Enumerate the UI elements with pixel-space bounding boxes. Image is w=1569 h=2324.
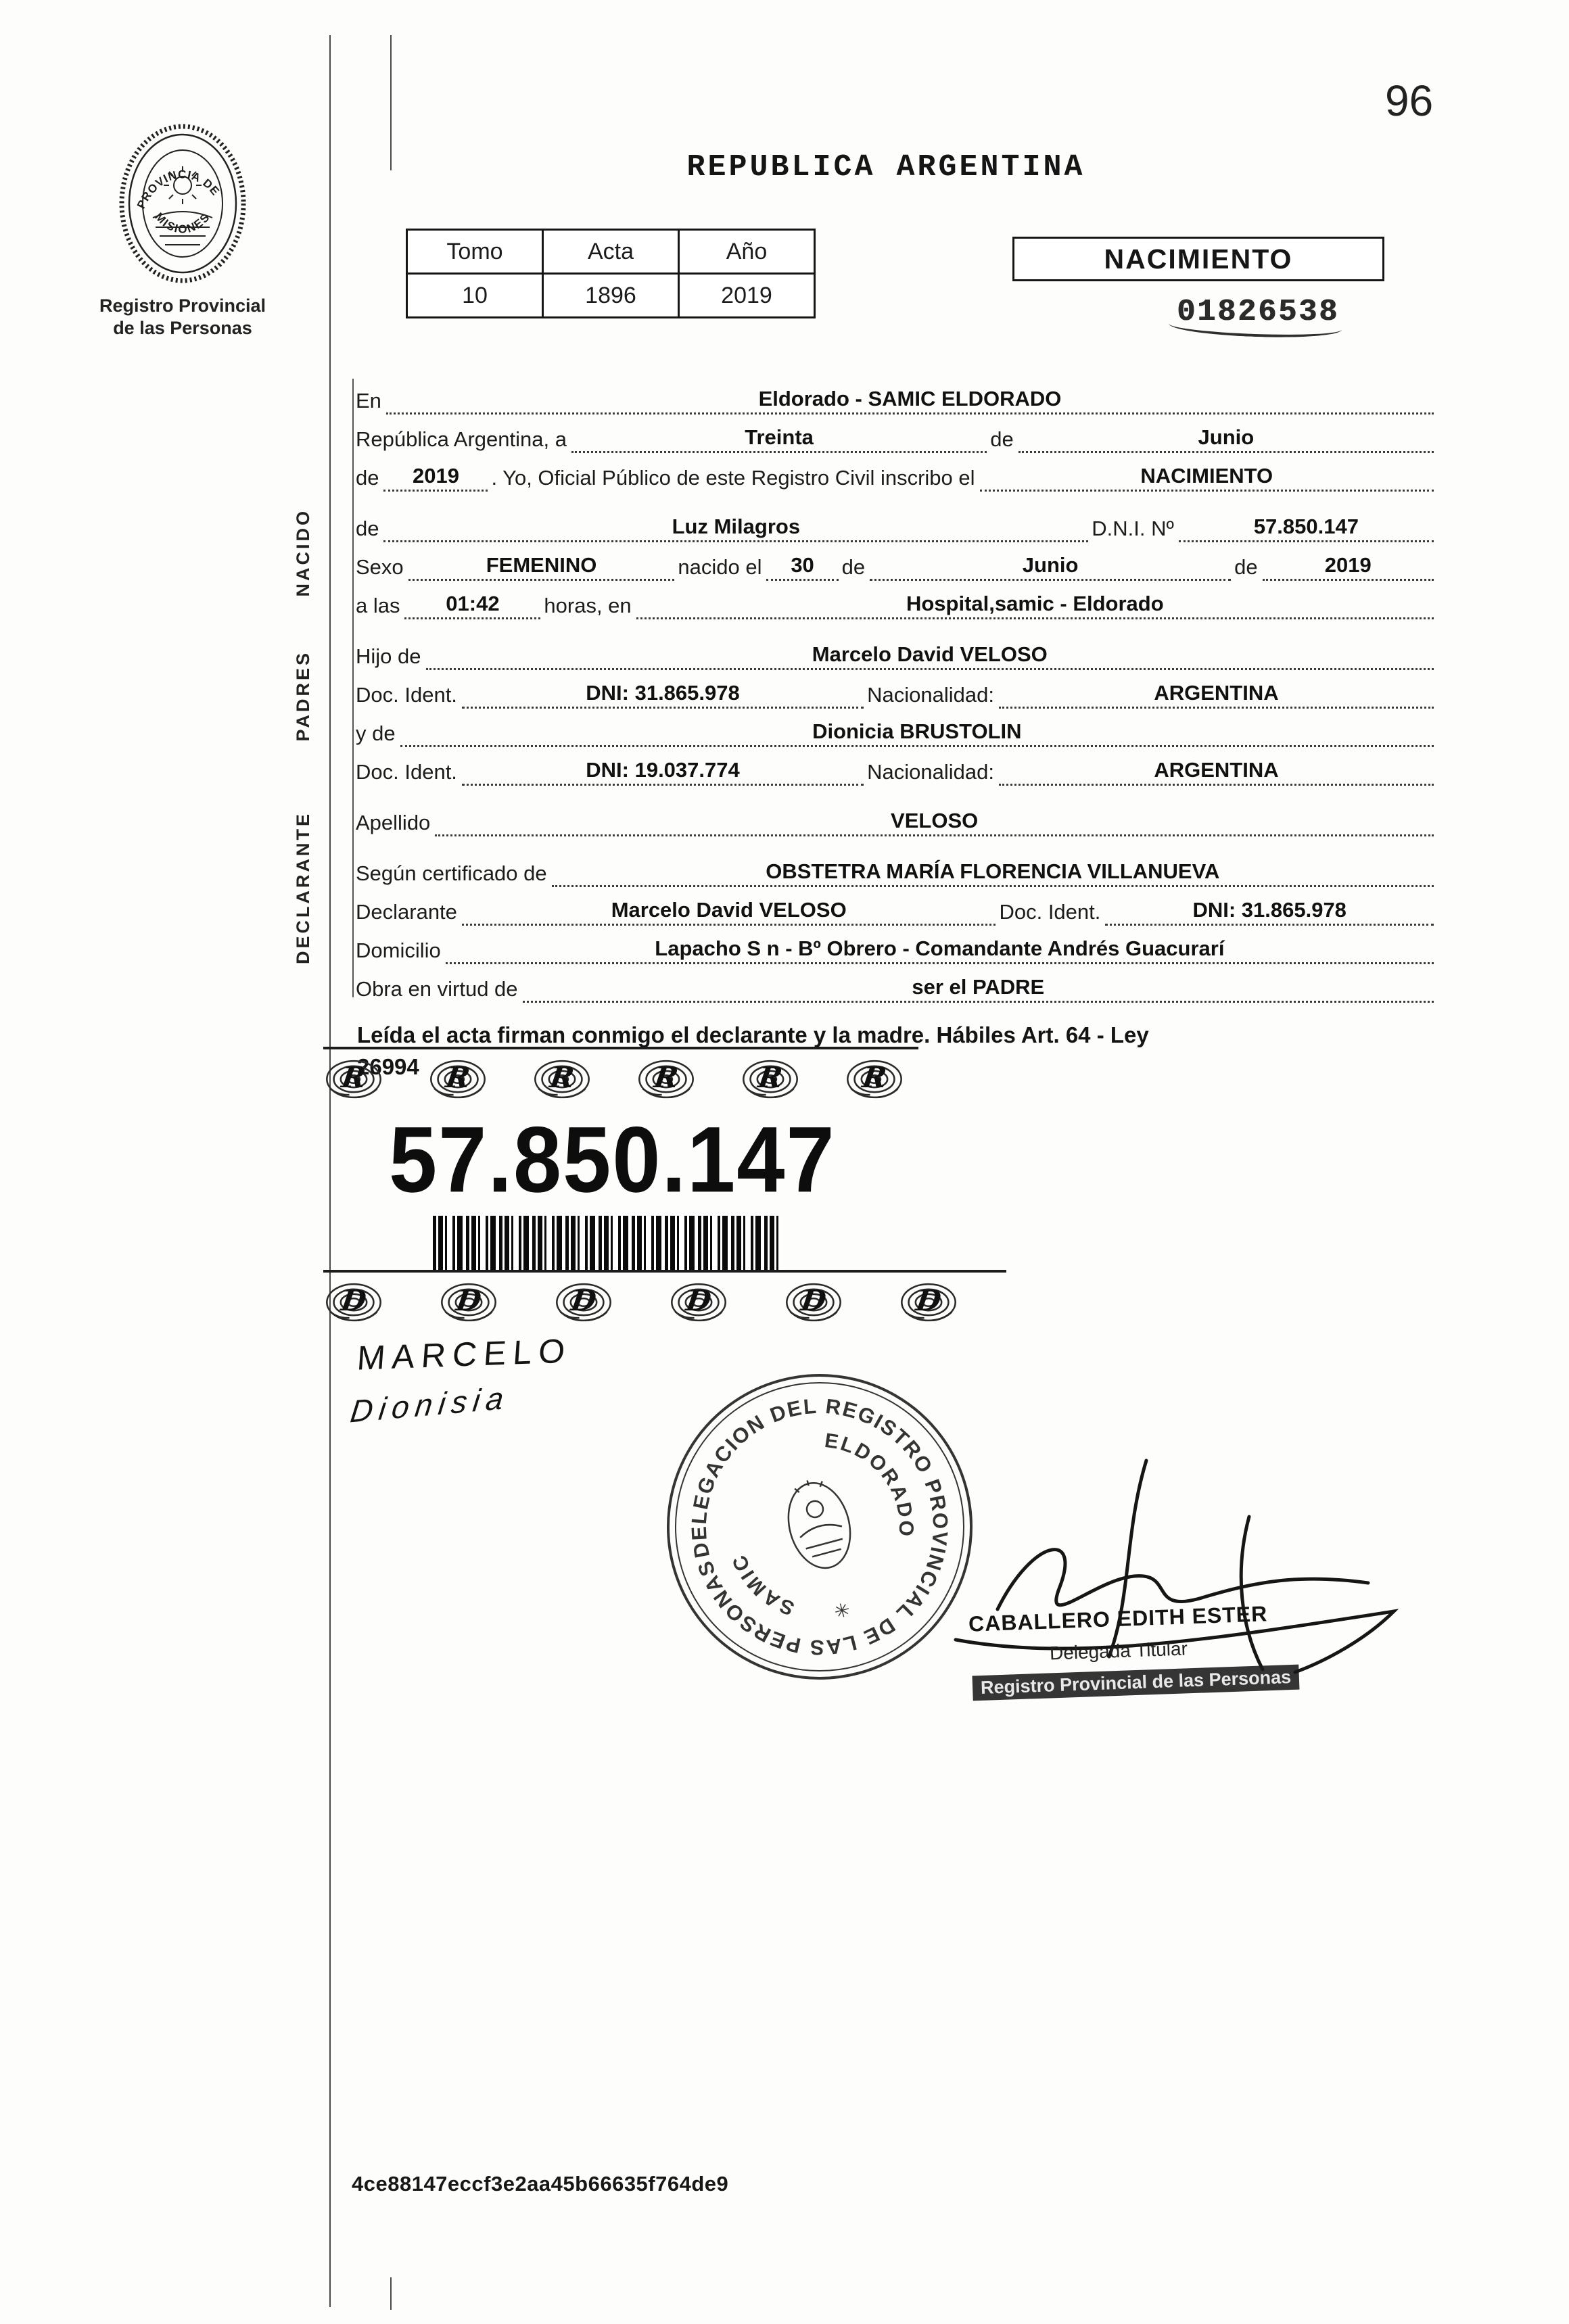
fingerprint-icon	[740, 1058, 801, 1101]
fingerprint-icon	[668, 1281, 729, 1324]
record-table-header: Tomo	[407, 230, 543, 274]
form-value: NACIMIENTO	[980, 464, 1434, 492]
form-line	[354, 542, 1434, 581]
form-value: 2019	[1263, 553, 1434, 581]
side-label-padres: PADRES	[293, 650, 313, 742]
stamp-inner-left-text: SAMIC	[727, 1550, 798, 1620]
form-line	[354, 926, 1434, 964]
form-value: 2019	[383, 464, 488, 492]
record-table-value-row	[407, 274, 815, 318]
act-serial-number: 01826538	[1177, 295, 1340, 329]
fingerprint-icon	[844, 1058, 905, 1101]
form-label: de	[1234, 555, 1258, 579]
form-line	[354, 798, 1434, 836]
fingerprint-icon	[438, 1281, 499, 1324]
stamp-star: ✳	[831, 1598, 853, 1623]
form-line	[354, 414, 1434, 453]
left-margin-rule	[329, 35, 331, 2307]
stamp-ring-text: DELEGACION DEL REGISTRO PROVINCIAL DE LAS PERSONAS	[686, 1394, 953, 1660]
form-value: Junio	[870, 553, 1231, 581]
form-lines	[354, 376, 1434, 1003]
fingerprint-letter: D	[339, 1284, 369, 1318]
svg-text:PROVINCIA DE: PROVINCIA DE	[135, 168, 223, 211]
form-value: Dionicia BRUSTOLIN	[400, 719, 1434, 747]
form-value: Luz Milagros	[383, 515, 1088, 542]
form-label: . Yo, Oficial Público de este Registro Civil inscribo el	[491, 466, 975, 490]
form-value: OBSTETRA MARÍA FLORENCIA VILLANUEVA	[552, 859, 1434, 887]
record-table-cell: 2019	[679, 274, 815, 318]
form-line	[354, 581, 1434, 619]
fingerprint-icon	[427, 1058, 488, 1101]
form-line	[354, 964, 1434, 1003]
form-label: a las	[356, 594, 400, 617]
official-role: Delegada Titular	[1049, 1638, 1188, 1664]
inner-margin-rule-bottom	[390, 2277, 392, 2310]
form-label: Apellido	[356, 811, 431, 834]
side-label-declarante: DECLARANTE	[293, 811, 313, 964]
form-value: DNI: 31.865.978	[1105, 898, 1434, 926]
form-label: de	[356, 466, 379, 490]
form-label: Hijo de	[356, 644, 421, 668]
form-line	[354, 632, 1434, 670]
fingerprint-letter: D	[454, 1284, 484, 1318]
provincial-seal-icon	[114, 119, 252, 288]
form-label: Declarante	[356, 900, 457, 924]
form-line	[354, 887, 1434, 926]
page-number: 96	[1385, 76, 1434, 125]
fingerprint-letter: R	[756, 1061, 784, 1095]
fingerprint-icon	[532, 1058, 592, 1101]
form-label: de	[990, 427, 1014, 451]
fingerprint-strip	[323, 1270, 1006, 1324]
barcode	[433, 1216, 782, 1270]
form-label: de	[356, 517, 379, 540]
form-label: horas, en	[544, 594, 632, 617]
form-label: y de	[356, 721, 396, 745]
form-value: 57.850.147	[1179, 515, 1434, 542]
record-table	[406, 229, 816, 318]
form-label: Nacionalidad:	[867, 683, 994, 707]
form-label: D.N.I. Nº	[1092, 517, 1174, 540]
stamp-inner-right-text: ELDORADO	[823, 1429, 918, 1539]
form-label: Según certificado de	[356, 861, 547, 885]
form-label: Doc. Ident.	[356, 760, 457, 784]
fingerprint-letter: D	[914, 1284, 943, 1318]
official-name: CABALLERO EDITH ESTER	[968, 1601, 1268, 1636]
record-table-cell: 10	[407, 274, 543, 318]
form-label: Doc. Ident.	[356, 683, 457, 707]
form-value: FEMENINO	[408, 553, 675, 581]
form-label: Doc. Ident.	[999, 900, 1101, 924]
form-value: 30	[766, 553, 838, 581]
form-value: Hospital,samic - Eldorado	[636, 592, 1434, 619]
form-value: Junio	[1018, 425, 1434, 453]
fingerprint-letter: D	[684, 1284, 713, 1318]
fingerprint-icon	[898, 1281, 959, 1324]
handwritten-signature-mother: Dionisia	[348, 1379, 512, 1429]
seal-caption-line1: Registro Provincial	[99, 295, 266, 316]
side-label-nacido: NACIDO	[293, 508, 313, 597]
seal-caption	[74, 295, 291, 339]
seal-caption-line2: de las Personas	[113, 318, 252, 338]
fingerprint-letter: R	[860, 1061, 889, 1095]
form-label: En	[356, 389, 381, 412]
form-label: Sexo	[356, 555, 404, 579]
form-label: Domicilio	[356, 939, 441, 962]
form-label: de	[841, 555, 866, 579]
form-label: Obra en virtud de	[356, 977, 518, 1001]
form-value: ser el PADRE	[523, 975, 1434, 1003]
form-value: 01:42	[404, 592, 540, 619]
svg-text:MISIONES: MISIONES	[152, 210, 213, 236]
form-line	[354, 747, 1434, 786]
stamp-coat-of-arms-icon	[778, 1473, 859, 1575]
form-label: nacido el	[678, 555, 762, 579]
act-type-box: NACIMIENTO	[1012, 237, 1384, 281]
form-value: Lapacho S n - Bº Obrero - Comandante Andrés Guacurarí	[446, 936, 1434, 964]
record-table-cell: 1896	[543, 274, 679, 318]
form-line	[354, 670, 1434, 709]
form-value: Marcelo David VELOSO	[426, 642, 1434, 670]
record-table-header: Acta	[543, 230, 679, 274]
form-label: Nacionalidad:	[867, 760, 994, 784]
fingerprint-letter: R	[652, 1061, 680, 1095]
fingerprint-icon	[783, 1281, 844, 1324]
document-title: REPUBLICA ARGENTINA	[686, 150, 1085, 185]
fingerprint-icon	[636, 1058, 697, 1101]
form-line	[354, 849, 1434, 887]
form-value: Marcelo David VELOSO	[462, 898, 996, 926]
fingerprint-letter: R	[548, 1061, 576, 1095]
official-office-stamp: Registro Provincial de las Personas	[973, 1665, 1300, 1701]
form-line	[354, 376, 1434, 414]
record-table-header: Año	[679, 230, 815, 274]
form-left-rule	[352, 379, 354, 997]
form-line	[354, 453, 1434, 492]
fingerprint-icon	[553, 1281, 614, 1324]
fingerprint-letter: R	[339, 1061, 368, 1095]
form-value: DNI: 31.865.978	[462, 681, 864, 709]
form-value: ARGENTINA	[999, 681, 1434, 709]
fingerprint-icon	[323, 1058, 384, 1101]
form-value: DNI: 19.037.774	[462, 758, 864, 786]
document-number: 57.850.147	[389, 1108, 836, 1212]
form-line	[354, 709, 1434, 747]
verification-hash: 4ce88147eccf3e2aa45b66635f764de9	[352, 2172, 729, 2196]
handwritten-signature-father: MARCELO	[356, 1331, 573, 1377]
fingerprint-letter: R	[444, 1061, 472, 1095]
form-value: Treinta	[571, 425, 987, 453]
inner-margin-rule-top	[390, 35, 392, 170]
closing-line1: Leída el acta firman conmigo el declarante y la madre. Hábiles Art. 64 - Ley	[357, 1022, 1149, 1047]
closing-line2: 26994	[357, 1054, 419, 1079]
form-line	[354, 504, 1434, 542]
official-signature-scribble	[916, 1437, 1430, 1707]
form-value: ARGENTINA	[999, 758, 1434, 786]
fingerprint-letter: D	[799, 1284, 828, 1318]
fingerprint-icon	[323, 1281, 384, 1324]
form-value: VELOSO	[435, 809, 1434, 836]
form-value: Eldorado - SAMIC ELDORADO	[386, 387, 1434, 414]
form-body	[354, 376, 1434, 1083]
form-label: República Argentina, a	[356, 427, 567, 451]
fingerprint-letter: D	[569, 1284, 599, 1318]
fingerprint-strip	[323, 1047, 918, 1101]
record-table-header-row	[407, 230, 815, 274]
